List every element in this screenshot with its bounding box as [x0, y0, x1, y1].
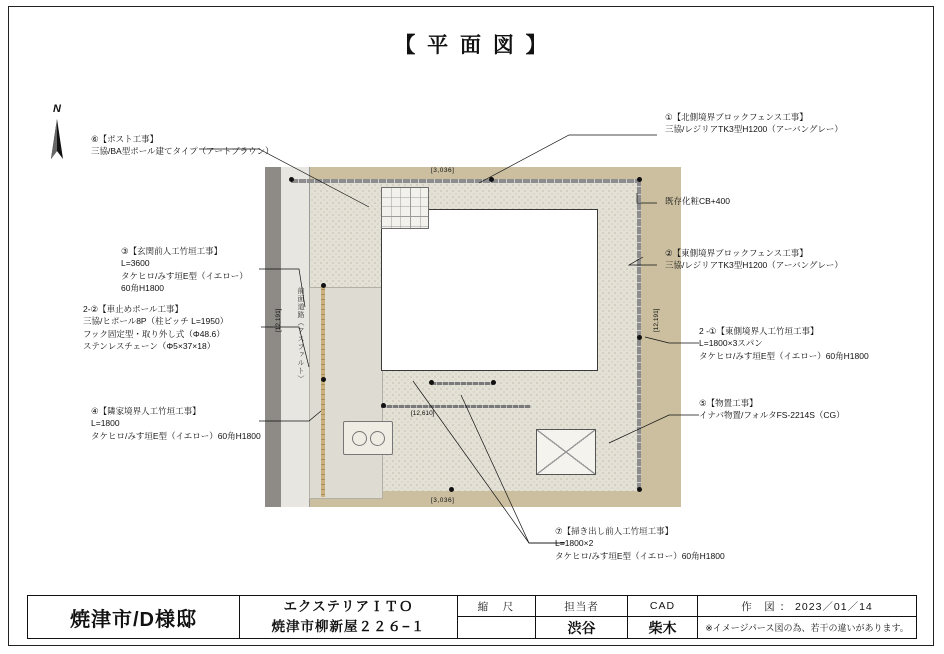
callout-head: 2-②【車止めポール工事】 — [83, 304, 184, 314]
callout-east-boundary-fence — [665, 247, 843, 272]
titleblock-project — [240, 596, 458, 638]
callout-north-boundary-fence — [665, 111, 843, 136]
drawing-frame — [8, 6, 934, 646]
titleblock-owner: 焼津市/D様邸 — [28, 596, 240, 638]
callout-line: 三協/ヒポール8P（柱ピッチ L=1950） — [83, 316, 229, 327]
callout-line: L=1800×3スパン — [699, 338, 763, 349]
callout-line: L=1800×2 — [555, 538, 594, 549]
title-block — [27, 595, 917, 639]
callout-car-stop-pole — [83, 303, 228, 352]
dimension-bottom: [3,036] — [431, 497, 455, 504]
titleblock-person — [536, 596, 628, 638]
callout-head: ⑦【掃き出し前人工竹垣工事】 — [555, 526, 674, 536]
callout-line: 三協/レジリアTK3型H1200（アーバングレー） — [665, 124, 843, 135]
callout-post-work — [91, 133, 274, 158]
titleblock-person-value: 渋谷 — [567, 619, 596, 636]
callout-line: 既存化粧CB+400 — [665, 196, 730, 206]
titleblock-person-label: 担当者 — [536, 596, 627, 617]
callout-existing-fence — [665, 195, 730, 207]
callout-line: ステンレスチェーン（Φ5×37×18） — [83, 340, 216, 351]
dimension-right: [12,191] — [653, 308, 660, 332]
titleblock-cad — [628, 596, 698, 638]
callout-line: タケヒロ/みす垣E型（イエロー）60角H1800 — [91, 430, 261, 441]
titleblock-date — [698, 596, 916, 638]
callout-line: タケヒロ/みす垣E型（イエロー）60角H1800 — [699, 350, 869, 361]
callout-sweepout-bamboo-fence — [555, 525, 725, 562]
titleblock-scale-value — [458, 617, 535, 638]
callout-head: ③【玄関前人工竹垣工事】 — [121, 246, 223, 256]
callout-east-bamboo-fence — [699, 325, 869, 362]
titleblock-project-address: 焼津市柳新屋２２６−１ — [271, 619, 426, 634]
titleblock-scale-label: 縮 尺 — [458, 596, 535, 617]
callout-neighbour-bamboo-fence — [91, 405, 261, 442]
callout-head: ⑥【ポスト工事】 — [91, 134, 159, 144]
callout-line: L=1800 — [91, 418, 120, 429]
callout-head: 2 -①【東側境界人工竹垣工事】 — [699, 326, 819, 336]
callout-head: ⑤【物置工事】 — [699, 398, 758, 408]
callout-line: タケヒロ/みす垣E型（イエロー）60角H1800 — [555, 550, 725, 561]
callout-head: ①【北側境界ブロックフェンス工事】 — [665, 112, 808, 122]
callout-line: フック固定型・取り外し式（Φ48.6） — [83, 328, 225, 339]
callout-line: 三協/レジリアTK3型H1200（アーバングレー） — [665, 260, 843, 271]
titleblock-project-name: エクステリアＩＴＯ — [283, 598, 414, 614]
callout-head: ④【隣家境界人工竹垣工事】 — [91, 406, 201, 416]
callout-line: 60角H1800 — [121, 282, 165, 293]
titleblock-cad-value: 柴木 — [648, 619, 677, 636]
compass-north-label: N — [53, 103, 61, 115]
titleblock-date-label: 作 図 ： 2023／01／14 — [698, 596, 916, 617]
page-title: 【 平 面 図 】 — [394, 34, 550, 57]
front-road-label: 前面道路（アスファルト） — [297, 287, 304, 383]
titleblock-scale — [458, 596, 536, 638]
callout-entrance-bamboo-fence — [121, 245, 248, 294]
dimension-top: [3,036] — [431, 167, 455, 174]
callout-line: タケヒロ/みす垣E型（イエロー） — [121, 270, 248, 281]
titleblock-note: ※イメージパース図の為、若干の違いがあります。 — [705, 623, 909, 633]
callout-line: L=3600 — [121, 258, 150, 269]
titleblock-cad-label: CAD — [628, 596, 697, 617]
callout-line: イナバ物置/フォルタFS-2214S（CG） — [699, 410, 845, 421]
callout-line: 三協/BA型ポール建てタイプ（アートブラウン） — [91, 146, 274, 157]
dimension-left: [12,191] — [275, 308, 282, 332]
callout-head: ②【東側境界ブロックフェンス工事】 — [665, 248, 808, 258]
dimension-middle: [12,610] — [411, 410, 435, 417]
callout-storage-shed — [699, 397, 845, 422]
